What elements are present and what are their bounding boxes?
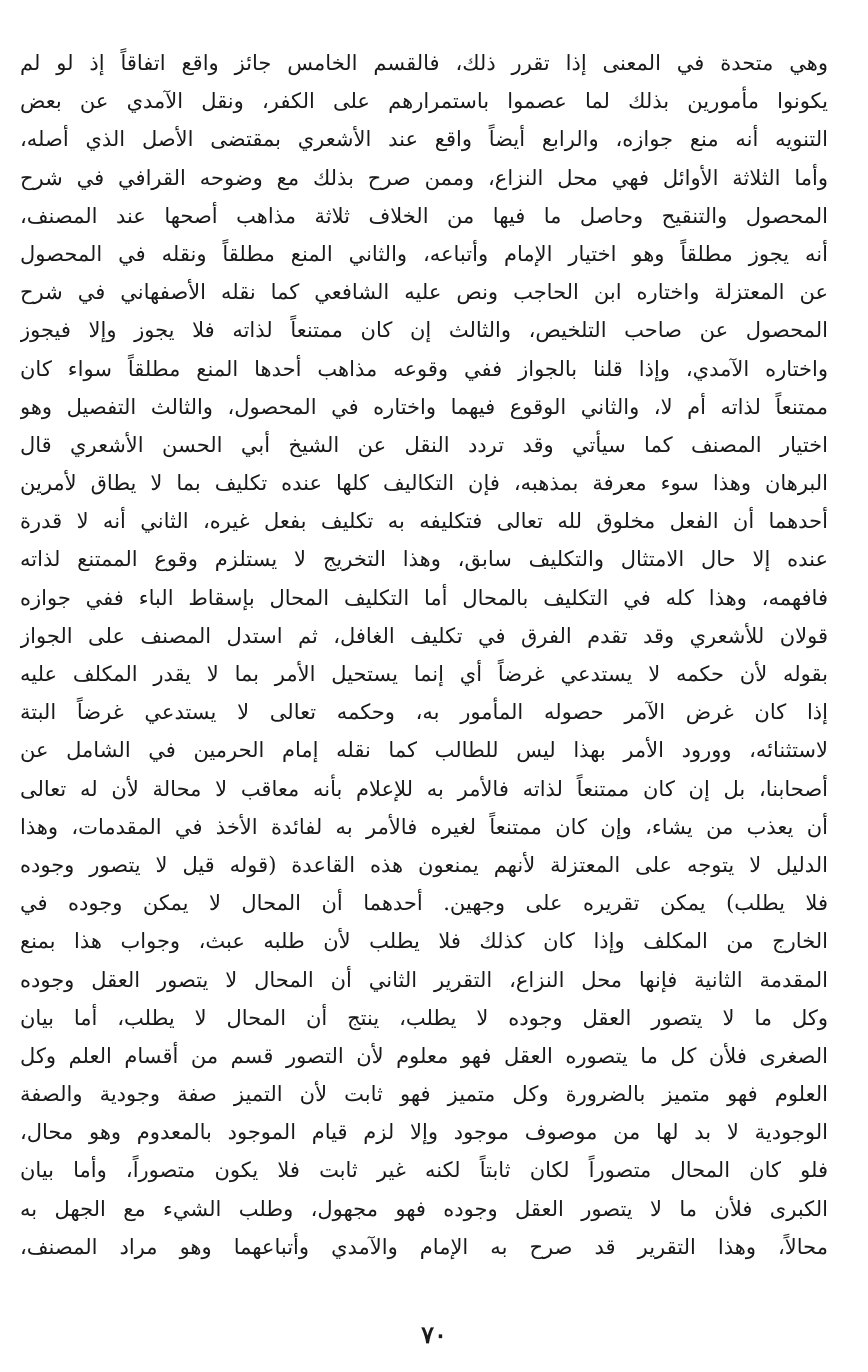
text-line: البرهان وهذا سوء معرفة بمذهبه، فإن التكاليف كلها عنده تكليف بما لا يطاق لأمرين: [20, 471, 828, 496]
text-line: المحصول عن صاحب التلخيص، والثالث إن كان ممتنعاً لذاته فلا يجوز وإلا فيجوز: [20, 318, 828, 343]
text-line: الوجودية لا بد لها من موصوف موجود وإلا لزم قيام الموجود بالمعدوم وهو محال،: [20, 1120, 828, 1145]
text-line: فافهمه، وهذا كله في التكليف بالمحال أما التكليف المحال بإسقاط الباء ففي جوازه: [20, 585, 828, 610]
text-line: واختاره الآمدي، وإذا قلنا بالجواز ففي وقوعه مذاهب أحدها المنع مطلقاً سواء كان: [20, 356, 828, 381]
text-line: عنده إلا حال الامتثال والتكليف سابق، وهذا التخريج لا يستلزم وقوع الممتنع لذاته: [20, 547, 828, 572]
text-line: محالاً، وهذا التقرير قد صرح به الإمام والآمدي وأتباعهما وهو مراد المصنف،: [20, 1234, 828, 1259]
text-line: وكل ما لا يتصور العقل وجوده لا يطلب، ينتج أن المحال لا يطلب، أما بيان: [20, 1005, 828, 1030]
text-line: قولان للأشعري وقد تقدم الفرق في تكليف الغافل، ثم استدل المصنف على الجواز: [20, 623, 828, 648]
text-line: الصغرى فلأن كل ما يتصوره العقل فهو معلوم لأن التصور قسم من أقسام العلم وكل: [20, 1043, 828, 1068]
text-line: الدليل لا يتوجه على المعتزلة لأنهم يمنعون هذه القاعدة (قوله قيل لا يتصور وجوده: [20, 852, 828, 877]
text-line: فلو كان المحال متصوراً لكان ثابتاً لكنه غير ثابت فلا يكون متصوراً، وأما بيان: [20, 1158, 828, 1183]
page-number: ٧٠: [421, 1320, 447, 1349]
text-line: المقدمة الثانية فإنها محل النزاع، التقرير الثاني أن المحال لا يتصور العقل وجوده: [20, 967, 828, 992]
text-line: أنه يجوز مطلقاً وهو اختيار الإمام وأتباعه، والثاني المنع مطلقاً ونقله في المحصول: [20, 241, 828, 266]
body-text: [20, 44, 828, 1266]
text-line: العلوم فهو متميز بالضرورة وكل متميز فهو ثابت لأن التميز صفة وجودية والصفة: [20, 1082, 828, 1107]
text-line: إذا كان غرض الآمر حصوله المأمور به، وحكمه تعالى لا يستدعي غرضاً البتة: [20, 700, 828, 725]
text-line: أحدهما أن الفعل مخلوق لله تعالى فتكليفه به تكليف بفعل غيره، الثاني أنه لا قدرة: [20, 509, 828, 534]
text-line: ممتنعاً لذاته أم لا، والثاني الوقوع فيهما واختاره في المحصول، والثالث التفصيل وهو: [20, 394, 828, 419]
text-line: عن المعتزلة واختاره ابن الحاجب ونص عليه الشافعي كما نقله الأصفهاني في شرح: [20, 280, 828, 305]
text-line: الخارج من المكلف وإذا كان كذلك فلا يطلب لأن طلبه عبث، وجواب هذا بمنع: [20, 929, 828, 954]
text-line: بقوله لأن حكمه لا يستدعي غرضاً أي إنما يستحيل الأمر بما لا يقدر المكلف عليه: [20, 662, 828, 686]
text-line: أن يعذب من يشاء، وإن كان ممتنعاً لغيره فالأمر به لفائدة الأخذ في المقدمات، وهذا: [20, 814, 828, 839]
text-line: وأما الثلاثة الأوائل فهي محل النزاع، وممن صرح بذلك مع وضوحه القرافي في شرح: [20, 165, 828, 190]
text-line: المحصول والتنقيح وحاصل ما فيها من الخلاف ثلاثة مذاهب أصحها عند المصنف،: [20, 203, 828, 228]
text-line: يكونوا مأمورين بذلك لما عصموا باستمرارهم على الكفر، ونقل الآمدي عن بعض: [20, 89, 828, 114]
text-line: اختيار المصنف كما سيأتي وقد تردد النقل عن الشيخ أبي الحسن الأشعري قال: [20, 432, 828, 457]
text-line: لاستثنائه، وورود الأمر بهذا ليس للطالب كما نقله إمام الحرمين في الشامل عن: [20, 738, 828, 763]
text-line: التنويه أنه منع جوازه، والرابع أيضاً واقع عند الأشعري بمقتضى الأصل الذي أصله،: [20, 127, 828, 152]
text-line: الكبرى فلأن ما لا يتصور العقل وجوده فهو مجهول، وطلب الشيء مع الجهل به: [20, 1196, 828, 1221]
text-line: وهي متحدة في المعنى إذا تقرر ذلك، فالقسم الخامس جائز واقع اتفاقاً إذ لو لم: [20, 51, 828, 75]
text-line: أصحابنا، بل إن كان ممتنعاً لذاته فالأمر به للإعلام بأنه معاقب لا محالة لأن له تعالى: [20, 776, 828, 801]
text-line: فلا يطلب) يمكن تقريره على وجهين. أحدهما أن المحال لا يمكن وجوده في: [20, 891, 828, 916]
